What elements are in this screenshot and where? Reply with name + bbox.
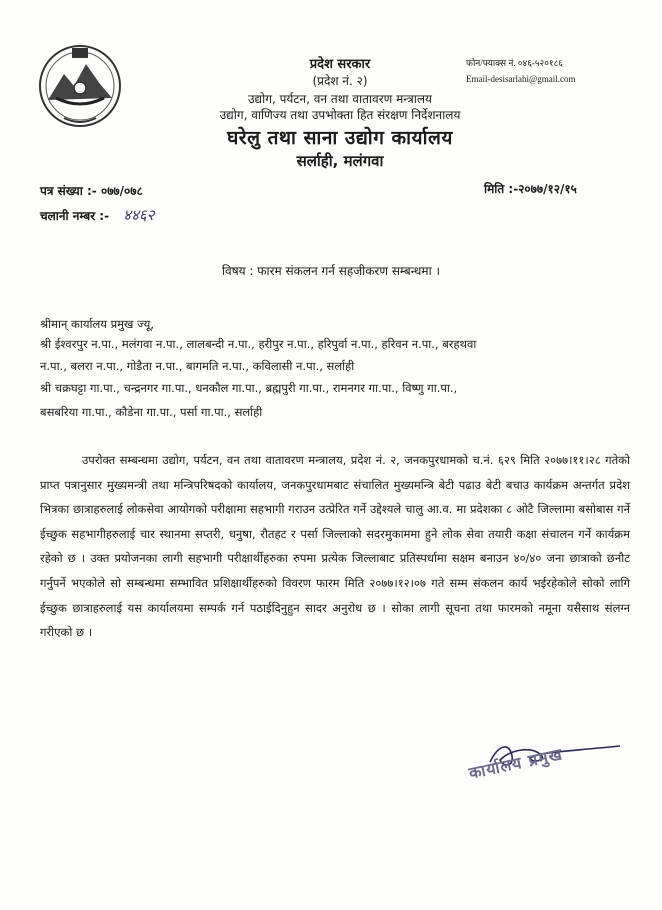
recipient-line-1: श्री ईश्वरपुर न.पा., मलंगवा न.पा., लालबन्दी न.पा., हरीपुर न.पा., हरिपुर्वा न.पा., हरिवन न.पा., बरहथवा: [40, 337, 477, 351]
recipient-line-3: श्री चक्रघट्टा गा.पा., चन्द्रनगर गा.पा., धनकौल गा.पा., ब्रह्मपुरी गा.पा., रामनगर गा.पा., विष्णु गा.पा.,: [40, 381, 458, 395]
letter-body: [40, 448, 630, 645]
letter-date: मिति :-२०७७/१२/१५: [484, 182, 577, 196]
province-label: (प्रदेश नं. २): [312, 74, 368, 88]
ministry-label: उद्योग, पर्यटन, वन तथा वातावरण मन्त्रालय: [247, 92, 433, 106]
salutation: श्रीमान् कार्यालय प्रमुख ज्यू,: [40, 317, 154, 331]
dispatch-number-row: [40, 205, 154, 225]
recipient-line-4: बसबरिया गा.पा., कौडेना गा.पा., पर्सा गा.पा., सर्लाही: [40, 405, 263, 419]
email-address: Email-desisarlahi@gmail.com: [466, 74, 576, 84]
office-name: घरेलु तथा साना उद्योग कार्यालय: [227, 127, 453, 149]
dispatch-label: चलानी नम्बर :-: [40, 209, 110, 223]
phone-fax: फोन/फ्याक्स नं. ०४६-५२०१८६: [466, 58, 563, 68]
recipient-line-2: न.पा., बलरा न.पा., गोडैता न.पा., बागमति न.पा., कविलासी न.पा., सर्लाही: [40, 359, 355, 373]
dispatch-number: ४४६२: [123, 206, 155, 224]
subject-line: विषय : फारम संकलन गर्न सहजीकरण सम्बन्धमा ।: [221, 264, 441, 278]
office-chief-stamp: कार्यालय प्रमुख: [467, 744, 565, 783]
body-paragraph: उपरोक्त सम्बन्धमा उद्योग, पर्यटन, वन तथा वातावरण मन्त्रालय, प्रदेश नं. २, जनकपुरधामको च.नं. ६२९ मिति २०७७।११।२८ गतेको प्राप्त पत्रानुसार मुख्यमन्त्री तथा मन्त्रिपरिषदको कार्यालय, जनकपुरधामबाट संचालित मुख्यमन्त्रि बेटी पढाउ बेटी बचाउ कार्यक्रम अन्तर्गत प्रदेश भित्रका छात्राहरुलाई लोकसेवा आयोगको परीक्षामा सहभागी गराउन उत्प्रेरित गर्ने उद्देश्यले चालु आ.व. मा प्रदेशका ८ ओटै जिल्लामा बसोबास गर्ने ईच्छुक सहभागीहरुलाई चार स्थानमा सप्तरी, धनुषा, रौतहट र पर्सा जिल्लाको सदरमुकाममा हुने लोक सेवा तयारी कक्षा संचालन गर्ने कार्यक्रम रहेको छ । उक्त प्रयोजनका लागी सहभागी परीक्षार्थीहरुका रुपमा प्रत्येक जिल्लाबाट प्रतिस्पर्धामा सक्षम बनाउन ४०/४० जना छात्राको छनौट गर्नुपर्ने भएकोले सो सम्बन्धमा सम्भावित प्रशिक्षार्थीहरुको विवरण फारम मिति २०७७।१२।०७ गते सम्म संकलन कार्य भईरहेकोले सोको लागि ईच्छुक छात्राहरुलाई यस कार्यालयमा सम्पर्क गर्न पठाईदिनुहुन सादर अनुरोध छ । सोका लागी सूचना तथा फारमको नमूना यसैसाथ संलग्न गरीएको छ ।: [40, 453, 630, 640]
govt-title: प्रदेश सरकार: [309, 57, 371, 72]
office-location: सर्लाही, मलंगवा: [296, 152, 384, 170]
directorate-label: उद्योग, वाणिज्य तथा उपभोक्ता हित संरक्षण निर्देशनालय: [219, 108, 461, 122]
reference-number: पत्र संख्या :- ०७७/०७८: [40, 184, 143, 198]
nepal-emblem-icon: [34, 38, 126, 130]
